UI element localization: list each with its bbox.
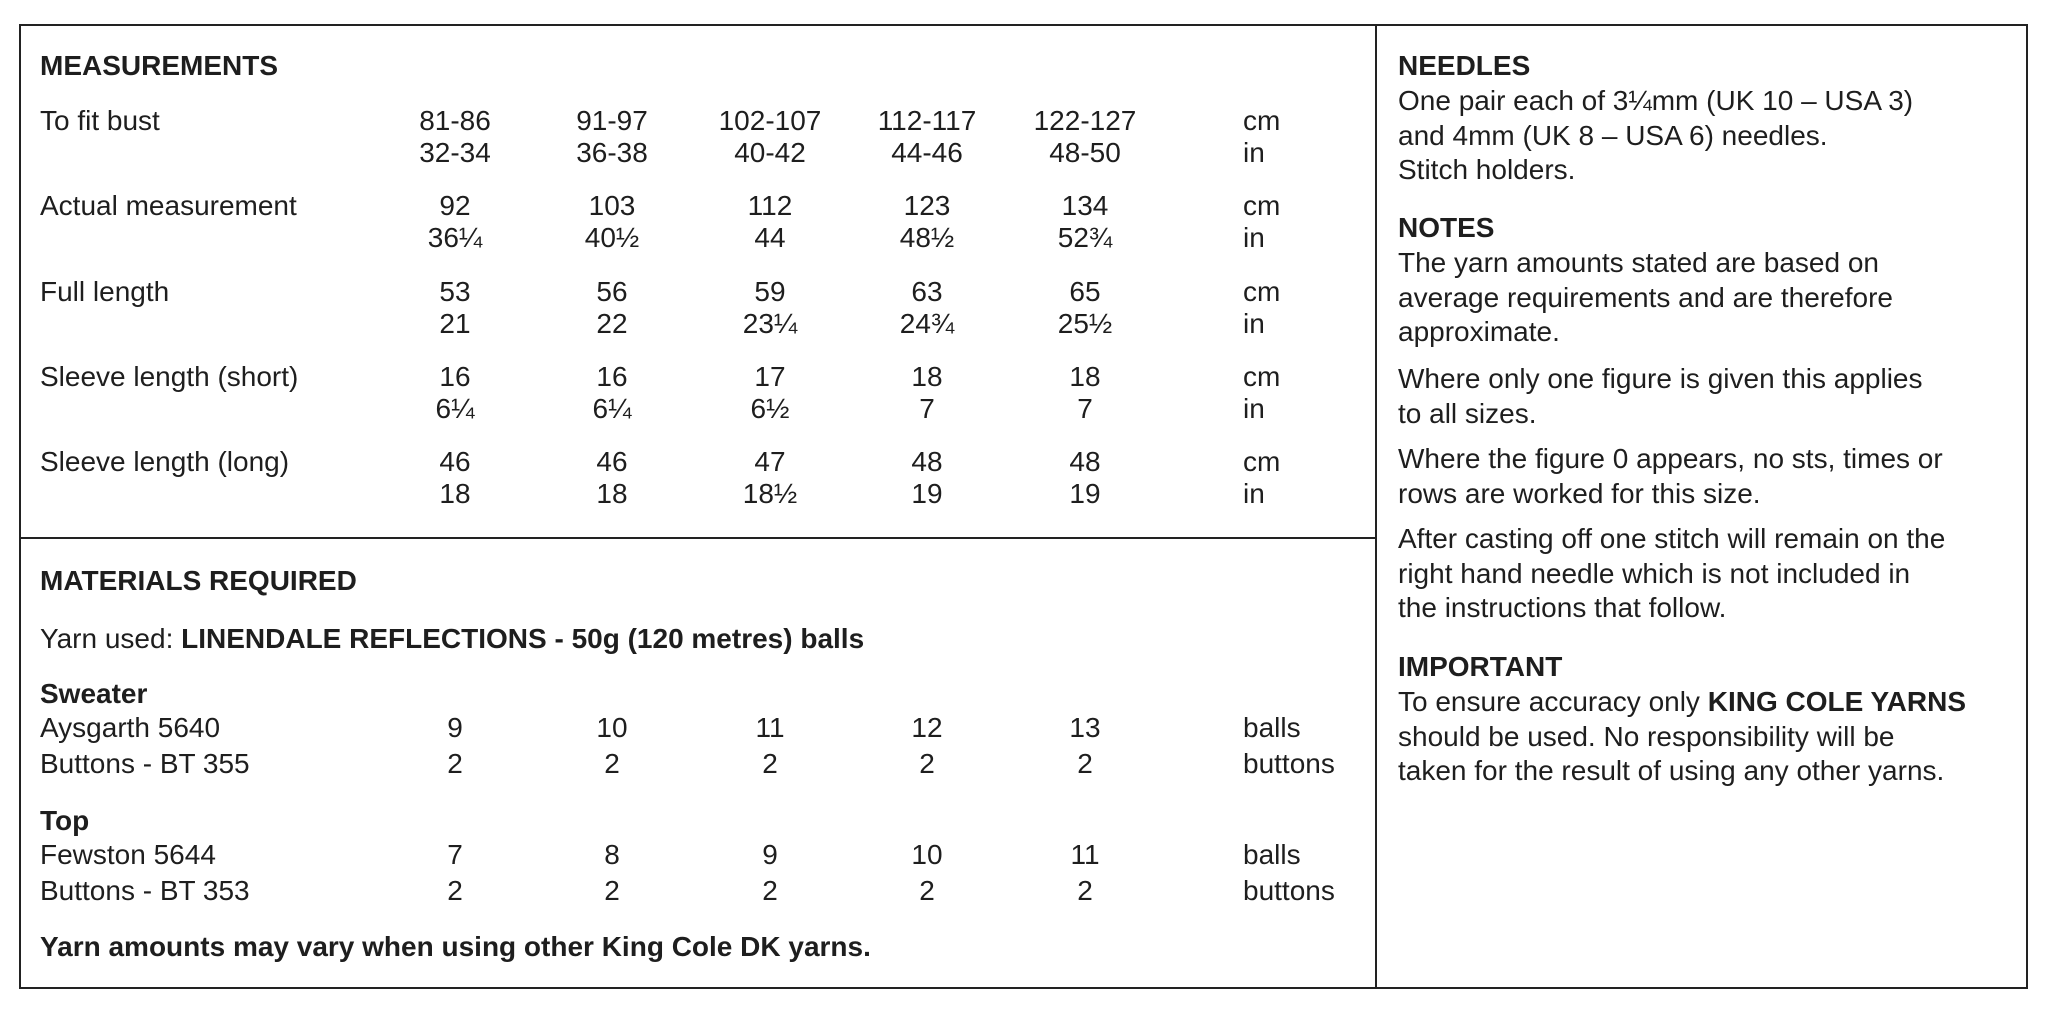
needles-line: One pair each of 3¼mm (UK 10 – USA 3) — [1398, 85, 1914, 116]
measurement-label: Sleeve length (short) — [40, 361, 299, 392]
unit-label: buttons — [1243, 748, 1335, 779]
unit-label: balls — [1243, 839, 1301, 870]
measurement-cm-value: 81-86 — [419, 105, 491, 136]
material-item-label: Buttons - BT 353 — [40, 875, 250, 906]
measurement-in-value: 48½ — [899, 222, 955, 253]
measurement-in-value: 24¾ — [899, 308, 955, 339]
yarn-used-line — [40, 622, 864, 655]
column-divider — [1375, 24, 1377, 989]
notes-line: approximate. — [1398, 316, 1560, 347]
measurement-in-value: 52¾ — [1057, 222, 1113, 253]
measurement-in-value: 44-46 — [891, 137, 963, 168]
measurement-in-value: 36-38 — [576, 137, 648, 168]
important-prefix: To ensure accuracy only — [1398, 686, 1708, 717]
measurement-in-value: 18 — [596, 478, 628, 509]
measurement-cm-value: 46 — [439, 446, 471, 477]
notes-line: to all sizes. — [1398, 397, 1537, 429]
unit-label: in — [1243, 393, 1265, 424]
material-quantity: 11 — [1070, 839, 1100, 870]
unit-label: in — [1243, 308, 1265, 339]
unit-label: in — [1243, 478, 1265, 509]
measurement-cm-value: 65 — [1069, 276, 1101, 307]
measurement-cm-value: 17 — [754, 361, 786, 392]
measurement-in-value: 6¼ — [435, 393, 475, 424]
measurement-in-value: 7 — [919, 393, 935, 424]
measurement-in-value: 25½ — [1057, 308, 1113, 339]
notes-paragraph — [1398, 362, 2018, 431]
material-quantity: 10 — [596, 712, 628, 743]
notes-line: the instructions that follow. — [1398, 592, 1727, 623]
needles-line: Stitch holders. — [1398, 154, 1576, 185]
yarn-name: LINENDALE REFLECTIONS - 50g (120 metres) balls — [181, 623, 865, 654]
material-quantity: 2 — [447, 875, 463, 906]
measurement-in-value: 19 — [1069, 478, 1101, 509]
measurement-cm-value: 92 — [439, 190, 471, 221]
important-line: taken for the result of using any other yarns. — [1398, 755, 1945, 786]
material-quantity: 12 — [911, 712, 943, 743]
unit-label: cm — [1243, 105, 1281, 136]
measurement-in-value: 40-42 — [734, 137, 806, 168]
material-quantity: 2 — [1077, 875, 1093, 906]
measurement-cm-value: 16 — [596, 361, 628, 392]
measurement-in-value: 18½ — [742, 478, 798, 509]
measurement-cm-value: 47 — [754, 446, 786, 477]
measurement-in-value: 40½ — [584, 222, 640, 253]
yarn-used-prefix: Yarn used: — [40, 623, 182, 654]
measurement-cm-value: 102-107 — [718, 105, 822, 136]
important-heading: IMPORTANT — [1398, 651, 1563, 682]
unit-label: cm — [1243, 361, 1281, 392]
material-quantity: 2 — [447, 748, 463, 779]
notes-heading: NOTES — [1398, 212, 1495, 243]
measurement-in-value: 21 — [439, 308, 471, 339]
measurement-in-value: 44 — [754, 222, 786, 253]
measurement-label: To fit bust — [40, 105, 160, 136]
measurement-label: Full length — [40, 276, 170, 307]
measurement-cm-value: 63 — [911, 276, 943, 307]
unit-label: in — [1243, 222, 1265, 253]
material-quantity: 13 — [1069, 712, 1101, 743]
important-line — [1398, 685, 2018, 720]
material-item-label: Buttons - BT 355 — [40, 748, 250, 779]
measurement-cm-value: 48 — [1069, 446, 1101, 477]
material-quantity: 2 — [919, 748, 935, 779]
unit-label: balls — [1243, 712, 1301, 743]
notes-paragraph — [1398, 246, 2018, 350]
brand-name: KING COLE YARNS — [1707, 686, 1966, 717]
material-quantity: 2 — [1077, 748, 1093, 779]
measurement-cm-value: 48 — [911, 446, 943, 477]
material-quantity: 7 — [447, 839, 463, 870]
unit-label: cm — [1243, 446, 1281, 477]
material-quantity: 9 — [762, 839, 778, 870]
materials-heading: MATERIALS REQUIRED — [40, 565, 357, 596]
measurement-label: Actual measurement — [40, 190, 297, 221]
measurement-cm-value: 53 — [439, 276, 471, 307]
measurement-in-value: 7 — [1077, 393, 1093, 424]
notes-paragraph — [1398, 522, 2018, 626]
material-quantity: 8 — [604, 839, 620, 870]
measurement-in-value: 19 — [911, 478, 943, 509]
notes-line: Where only one figure is given this applies — [1398, 363, 1923, 394]
material-quantity: 11 — [755, 712, 785, 743]
measurement-cm-value: 16 — [439, 361, 471, 392]
material-quantity: 2 — [604, 748, 620, 779]
material-quantity: 9 — [447, 712, 463, 743]
material-quantity: 2 — [919, 875, 935, 906]
needles-line: and 4mm (UK 8 – USA 6) needles. — [1398, 119, 1828, 151]
measurement-in-value: 32-34 — [419, 137, 491, 168]
important-text — [1398, 685, 2018, 789]
measurement-cm-value: 91-97 — [576, 105, 648, 136]
section-divider — [19, 537, 1377, 539]
notes-line: average requirements and are therefore — [1398, 281, 1893, 313]
measurement-cm-value: 18 — [911, 361, 943, 392]
unit-label: cm — [1243, 190, 1281, 221]
measurement-in-value: 36¼ — [427, 222, 483, 253]
measurement-in-value: 6½ — [750, 393, 790, 424]
measurement-cm-value: 103 — [588, 190, 636, 221]
notes-line: right hand needle which is not included in — [1398, 557, 1911, 589]
measurement-cm-value: 18 — [1069, 361, 1101, 392]
material-item-label: Aysgarth 5640 — [40, 712, 221, 743]
measurement-cm-value: 46 — [596, 446, 628, 477]
measurement-cm-value: 112 — [747, 190, 793, 221]
notes-line: rows are worked for this size. — [1398, 477, 1761, 509]
measurement-in-value: 48-50 — [1049, 137, 1121, 168]
material-item-label: Fewston 5644 — [40, 839, 216, 870]
measurement-label: Sleeve length (long) — [40, 446, 290, 477]
notes-paragraph — [1398, 442, 2018, 511]
measurement-in-value: 18 — [439, 478, 471, 509]
materials-footnote: Yarn amounts may vary when using other King Cole DK yarns. — [40, 931, 871, 962]
measurement-cm-value: 122-127 — [1033, 105, 1137, 136]
important-line: should be used. No responsibility will be — [1398, 720, 1895, 752]
material-quantity: 2 — [762, 875, 778, 906]
measurements-heading: MEASUREMENTS — [40, 50, 279, 81]
notes-line: Where the figure 0 appears, no sts, times or — [1398, 443, 1943, 474]
needles-heading: NEEDLES — [1398, 50, 1531, 81]
needles-text — [1398, 84, 2018, 188]
unit-label: in — [1243, 137, 1265, 168]
unit-label: buttons — [1243, 875, 1335, 906]
material-quantity: 2 — [762, 748, 778, 779]
measurement-in-value: 22 — [596, 308, 628, 339]
measurement-cm-value: 112-117 — [877, 105, 977, 136]
material-quantity: 2 — [604, 875, 620, 906]
unit-label: cm — [1243, 276, 1281, 307]
notes-line: The yarn amounts stated are based on — [1398, 247, 1879, 278]
measurement-cm-value: 56 — [596, 276, 628, 307]
measurement-in-value: 6¼ — [592, 393, 632, 424]
measurement-cm-value: 134 — [1061, 190, 1109, 221]
measurement-cm-value: 59 — [754, 276, 786, 307]
material-group-title: Sweater — [40, 678, 148, 709]
notes-line: After casting off one stitch will remain on the — [1398, 523, 1946, 554]
measurement-cm-value: 123 — [903, 190, 951, 221]
material-quantity: 10 — [911, 839, 943, 870]
material-group-title: Top — [40, 805, 90, 836]
measurement-in-value: 23¼ — [742, 308, 798, 339]
